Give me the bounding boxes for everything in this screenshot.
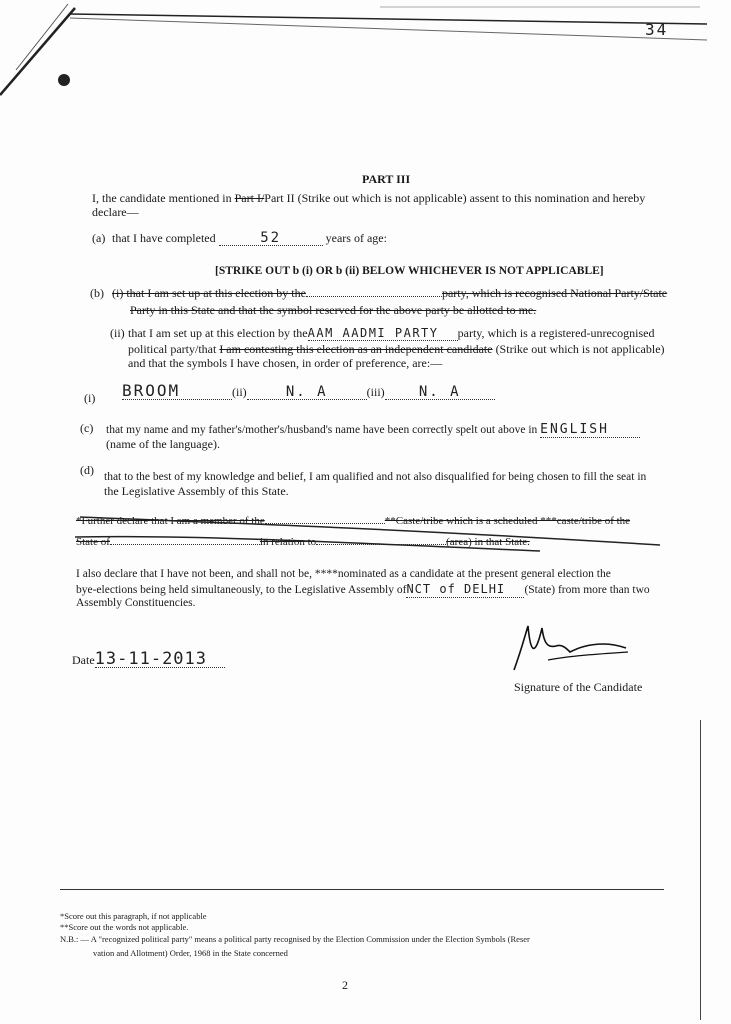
item-d-label: (d) xyxy=(80,463,94,477)
date-field xyxy=(94,649,225,669)
page-number-bottom: 2 xyxy=(342,978,348,992)
symbol-1-value: BROOM xyxy=(122,381,181,400)
intro-line-2: declare— xyxy=(92,205,139,219)
declaration-line-1: I also declare that I have not been, and shall not be, ****nominated as a candidate at the present general election the xyxy=(76,568,611,580)
item-a-label: (a) xyxy=(92,231,106,245)
footnote-4: vation and Allotment) Order, 1968 in the State concerned xyxy=(93,948,288,958)
b-ii-text-a: that I am set up at this election by the xyxy=(128,326,308,340)
item-b-i-line-2: Party in this State and that the symbol reserved for the above party be allotted to me. xyxy=(130,303,537,317)
age-value: 52 xyxy=(260,230,282,246)
symbol-2-field xyxy=(247,385,367,400)
footnote-2: **Score out the words not applicable. xyxy=(60,922,189,932)
item-b-ii-line-2 xyxy=(128,342,665,356)
item-b-ii-line-3: and that the symbols I have chosen, in order of preference, are:— xyxy=(128,356,443,370)
state-field xyxy=(406,582,524,598)
part-heading: PART III xyxy=(362,172,411,186)
item-b-ii-label: (ii) xyxy=(110,326,125,340)
item-a-after: years of age: xyxy=(325,231,387,245)
item-a-before: that I have completed xyxy=(112,231,216,245)
caste-struck-b: **Caste/tribe which is a scheduled ***caste/tribe of the xyxy=(384,515,631,527)
intro-line-1 xyxy=(92,191,645,205)
b-ii-struck: I am contesting this election as an independent candidate xyxy=(219,342,493,356)
page-number-top: 34 xyxy=(645,20,669,39)
date-value: 13-11-2013 xyxy=(94,649,208,669)
date-row xyxy=(72,649,225,669)
b-i-struck-a: (i) that I am set up at this election by the xyxy=(112,286,306,300)
symbol-iii-label: (iii) xyxy=(366,385,385,399)
item-a-text xyxy=(112,231,387,246)
item-c-line-1 xyxy=(106,423,640,438)
language-value: ENGLISH xyxy=(540,422,609,437)
item-c-line-2: (name of the language). xyxy=(106,437,220,451)
b-ii-text-d: (Strike out which is not applicable) xyxy=(492,342,665,356)
footnote-divider xyxy=(60,889,664,890)
declaration-text-b: (State) from more than two xyxy=(524,584,650,596)
caste-strike-lines xyxy=(70,505,670,555)
language-field xyxy=(540,423,640,438)
item-b-i-line-1 xyxy=(112,286,667,300)
intro-text-b: Part II (Strike out which is not applicable) assent to this nomination and hereby xyxy=(264,191,646,205)
symbol-row xyxy=(122,381,495,400)
item-d-line-1: that to the best of my knowledge and belief, I am qualified and not also disqualified for being chosen to fill the seat in xyxy=(104,471,647,483)
symbol-3-field xyxy=(385,385,495,400)
symbol-2-value: N. A xyxy=(285,384,328,400)
caste-struck-e: (area) in that State. xyxy=(446,536,530,548)
caste-struck-c: State of xyxy=(76,536,110,548)
item-d-line-2: the Legislative Assembly of this State. xyxy=(104,484,289,498)
item-c-label: (c) xyxy=(80,421,94,435)
intro-struck-text: Part I/ xyxy=(234,191,265,205)
declaration-text: bye-elections being held simultaneously, to the Legislative Assembly of xyxy=(76,584,407,596)
caste-struck-d: in relation to xyxy=(259,536,317,548)
symbol-1-field xyxy=(122,381,232,400)
caste-struck-a: *Further declare that I am a member of the xyxy=(76,515,265,527)
b-i-struck-b: party, which is recognised National Party/State xyxy=(441,286,668,300)
signature-label: Signature of the Candidate xyxy=(514,680,643,694)
party-field xyxy=(308,326,458,341)
b-ii-text-b: party, which is a registered-unrecognised xyxy=(457,326,655,340)
symbol-ii-label: (ii) xyxy=(232,385,247,399)
item-c-text: that my name and my father's/mother's/husband's name have been correctly spelt out above in xyxy=(106,424,538,436)
b-ii-text-c: political party/that xyxy=(128,342,220,356)
footnote-1: *Score out this paragraph, if not applicable xyxy=(60,911,207,921)
age-field xyxy=(219,231,323,246)
page-edge-lines xyxy=(0,0,731,120)
symbol-i-label: (i) xyxy=(84,391,96,405)
candidate-signature xyxy=(508,618,638,678)
intro-text-a: I, the candidate mentioned in xyxy=(92,191,235,205)
item-b-label: (b) xyxy=(90,286,104,300)
item-b-ii-line-1 xyxy=(128,326,654,341)
date-label: Date xyxy=(72,653,95,667)
party-value: AAM AADMI PARTY xyxy=(307,326,439,340)
page-edge-right xyxy=(700,720,701,1020)
strike-out-heading: [STRIKE OUT b (i) OR b (ii) BELOW WHICHEVER IS NOT APPLICABLE] xyxy=(215,265,604,277)
declaration-line-3: Assembly Constituencies. xyxy=(76,597,196,609)
b-i-blank xyxy=(306,296,442,297)
footnote-3: N.B.: — A "recognized political party" means a political party recognised by the Election Commission under the Election Symbols (Reser xyxy=(60,934,530,944)
symbol-3-value: N. A xyxy=(418,384,461,400)
state-value: NCT of DELHI xyxy=(406,582,506,596)
